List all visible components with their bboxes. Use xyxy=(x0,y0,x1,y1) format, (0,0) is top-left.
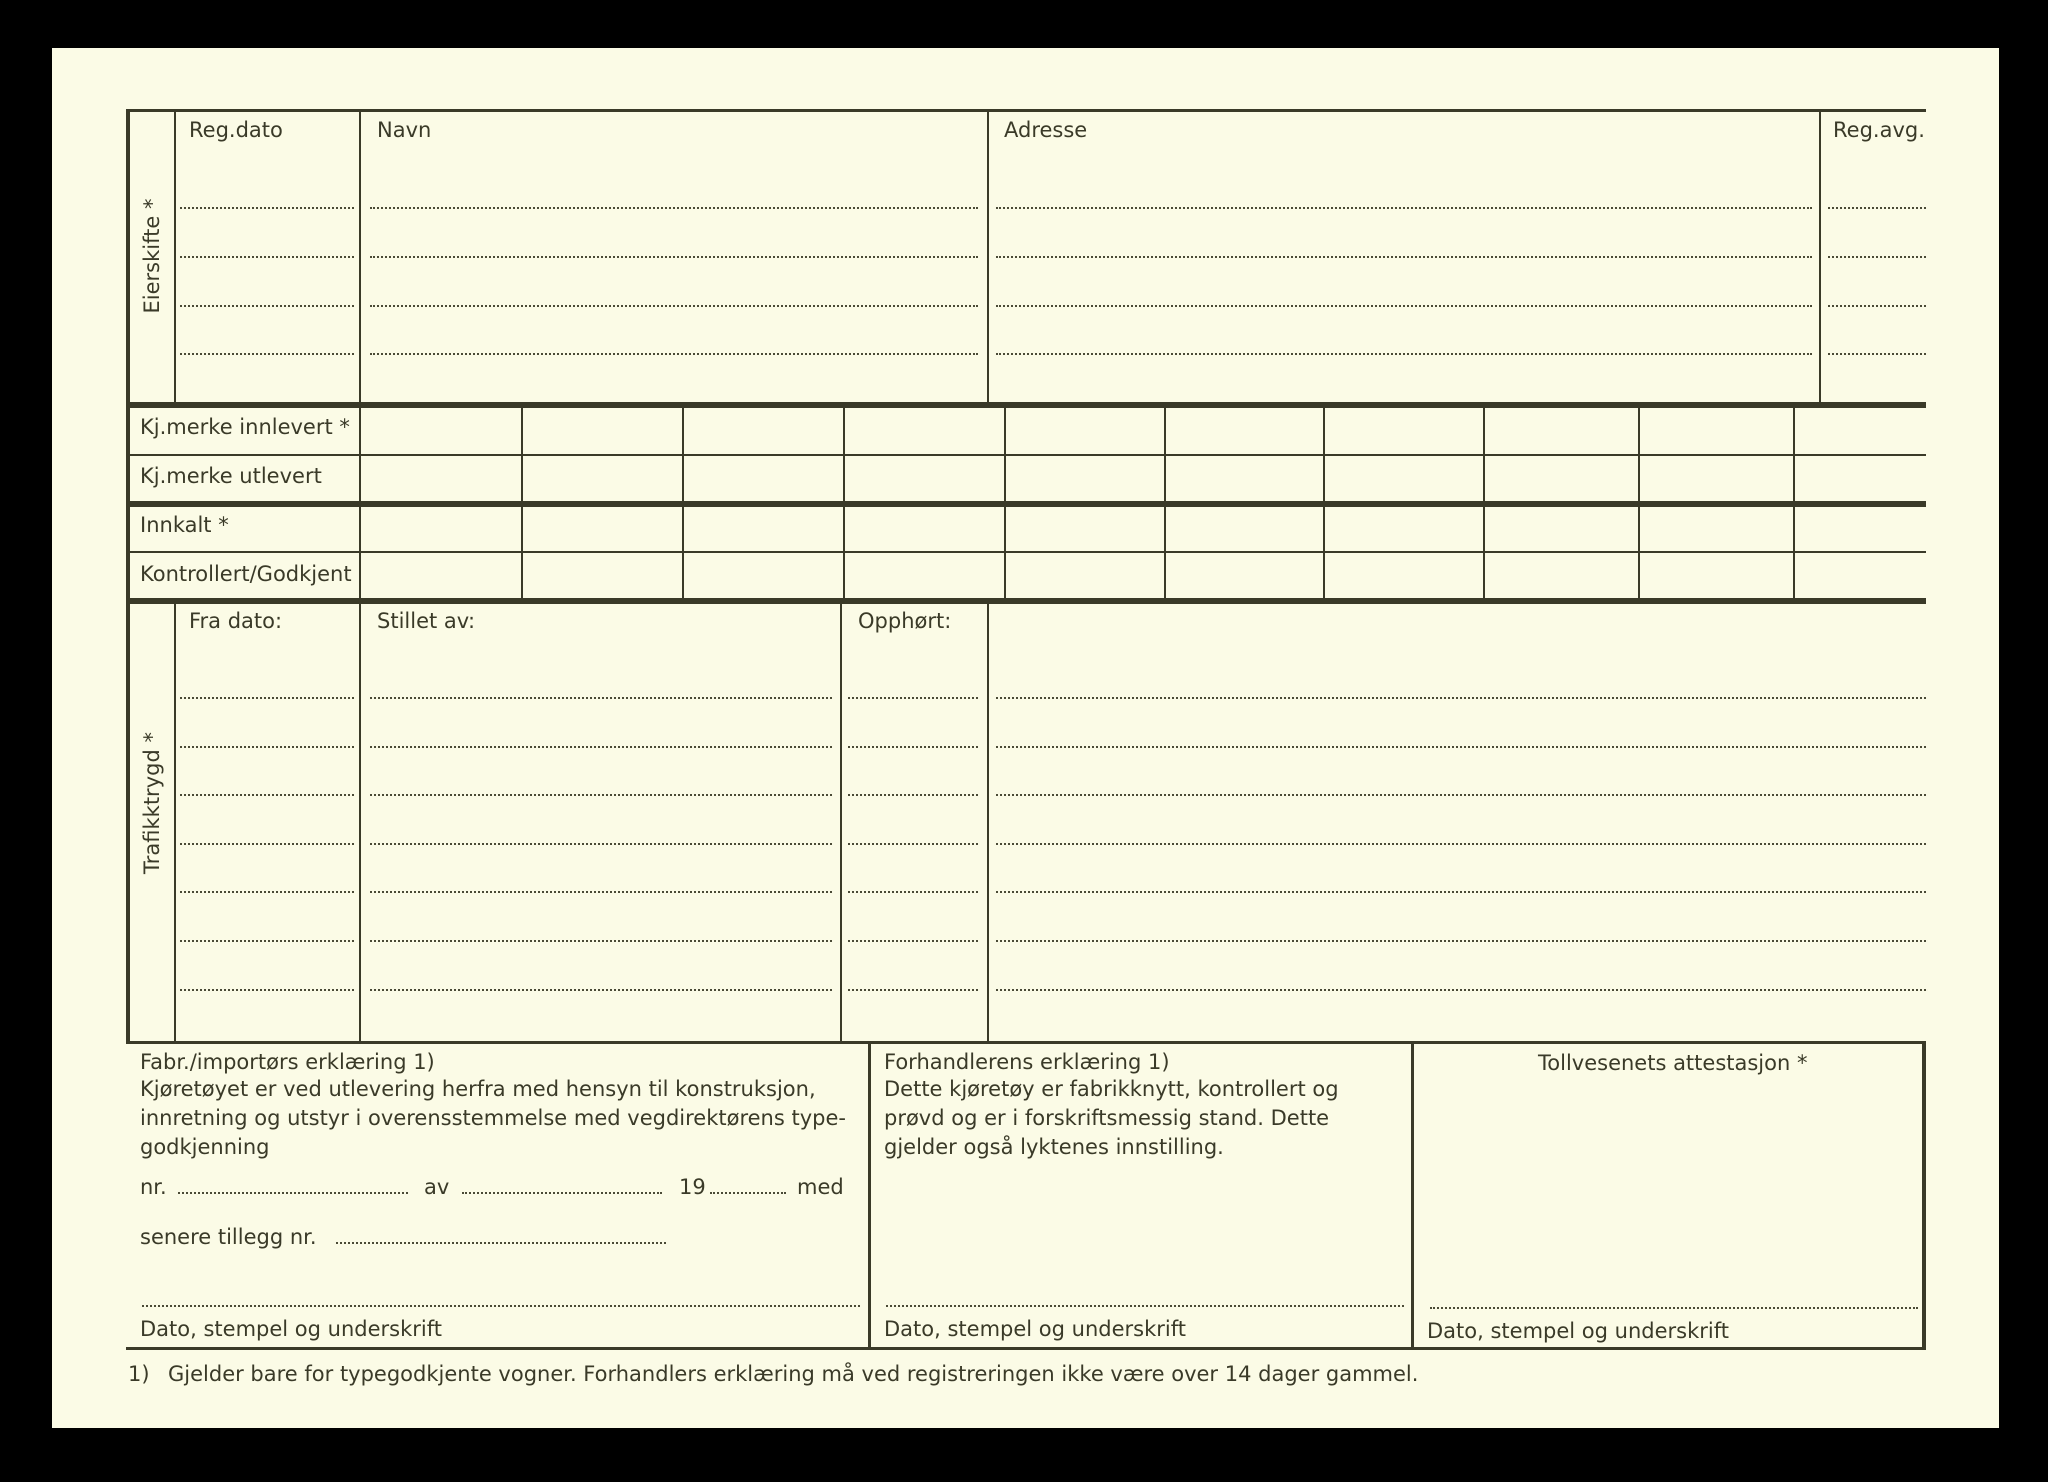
dealer-signature-field[interactable] xyxy=(886,1305,1404,1307)
col-reg-fee: Reg.avg. xyxy=(1833,118,1925,142)
col-name: Navn xyxy=(377,118,432,142)
grid-col-line-5 xyxy=(1004,408,1006,598)
divider-inspection-insurance xyxy=(126,598,1926,604)
ceased-field[interactable] xyxy=(848,940,978,942)
reg-fee-field[interactable] xyxy=(1828,305,1926,307)
insurance-remark-field[interactable] xyxy=(996,794,1926,796)
ceased-field[interactable] xyxy=(848,746,978,748)
manufacturer-title: Fabr./importørs erklæring 1) xyxy=(140,1050,435,1074)
owner-col-line-2 xyxy=(987,112,989,402)
bottom-border xyxy=(126,1347,1926,1350)
owner-col-line-1 xyxy=(359,112,361,402)
grid-col-line-3 xyxy=(682,408,684,598)
insurance-col-line-3 xyxy=(987,604,989,1041)
divider-owner-plates xyxy=(126,402,1926,408)
ceased-field[interactable] xyxy=(848,891,978,893)
grid-col-line-9 xyxy=(1638,408,1640,598)
address-field[interactable] xyxy=(996,353,1812,355)
from-date-field[interactable] xyxy=(180,746,354,748)
grid-col-line-6 xyxy=(1164,408,1166,598)
top-border xyxy=(126,109,1926,112)
owner-col-line-3 xyxy=(1819,112,1821,402)
nr-label: nr. xyxy=(140,1175,167,1199)
customs-title: Tollvesenets attestasjon * xyxy=(1538,1051,1808,1075)
from-date-field[interactable] xyxy=(180,697,354,699)
reg-fee-field[interactable] xyxy=(1828,256,1926,258)
reg-date-field[interactable] xyxy=(180,305,354,307)
from-date-field[interactable] xyxy=(180,989,354,991)
later-addition-label: senere tillegg nr. xyxy=(140,1225,317,1249)
reg-fee-field[interactable] xyxy=(1828,207,1926,209)
divider-insurance-declarations xyxy=(126,1041,1926,1044)
later-addition-field[interactable] xyxy=(336,1242,666,1244)
grid-col-line-2 xyxy=(521,408,523,598)
reg-date-field[interactable] xyxy=(180,353,354,355)
reg-date-field[interactable] xyxy=(180,207,354,209)
reg-date-field[interactable] xyxy=(180,256,354,258)
issued-by-field[interactable] xyxy=(370,940,832,942)
grid-col-line-1 xyxy=(359,408,361,598)
approved-label: Kontrollert/Godkjent xyxy=(140,562,352,586)
insurance-remark-field[interactable] xyxy=(996,989,1926,991)
summoned-label: Innkalt * xyxy=(140,513,229,537)
insurance-remark-field[interactable] xyxy=(996,697,1926,699)
grid-col-line-8 xyxy=(1483,408,1485,598)
issued-by-field[interactable] xyxy=(370,989,832,991)
ceased-field[interactable] xyxy=(848,697,978,699)
customs-signature-field[interactable] xyxy=(1430,1307,1918,1309)
footnote-text: Gjelder bare for typegodkjente vogner. Forhandlers erklæring må ved registreringen ikke være over 14 dager gammel. xyxy=(168,1362,1419,1386)
from-date-field[interactable] xyxy=(180,794,354,796)
name-field[interactable] xyxy=(370,207,978,209)
manufacturer-signature-label: Dato, stempel og underskrift xyxy=(140,1317,442,1341)
insurance-col-line-2 xyxy=(840,604,842,1041)
right-border-customs xyxy=(1922,1044,1926,1349)
year-field[interactable] xyxy=(710,1192,786,1194)
name-field[interactable] xyxy=(370,256,978,258)
issued-by-field[interactable] xyxy=(370,891,832,893)
address-field[interactable] xyxy=(996,256,1812,258)
address-field[interactable] xyxy=(996,207,1812,209)
left-border xyxy=(126,109,130,1044)
row-line-inspection xyxy=(130,551,1926,553)
med-label: med xyxy=(797,1175,844,1199)
dealer-body: Dette kjøretøy er fabrikknytt, kontrollert og prøvd og er i forskriftsmessig stand. Dette gjelder også lyktenes innstilling. xyxy=(884,1077,1339,1159)
issued-by-field[interactable] xyxy=(370,697,832,699)
customs-signature-label: Dato, stempel og underskrift xyxy=(1427,1319,1729,1343)
address-field[interactable] xyxy=(996,305,1812,307)
issued-by-field[interactable] xyxy=(370,794,832,796)
declaration-col-line-1 xyxy=(868,1044,871,1349)
ceased-label: Opphørt: xyxy=(858,609,952,633)
declaration-col-line-2 xyxy=(1411,1044,1414,1349)
insurance-remark-field[interactable] xyxy=(996,940,1926,942)
dealer-signature-label: Dato, stempel og underskrift xyxy=(884,1317,1186,1341)
insurance-col-line-1 xyxy=(359,604,361,1041)
issued-by-label: Stillet av: xyxy=(377,609,476,633)
av-field[interactable] xyxy=(462,1192,662,1194)
plates-delivered-label: Kj.merke innlevert * xyxy=(140,415,350,439)
insurance-side-line xyxy=(174,604,176,1041)
insurance-side-label: Trafikktrygd * xyxy=(140,732,164,874)
col-reg-date: Reg.dato xyxy=(189,118,283,142)
from-date-label: Fra dato: xyxy=(189,609,283,633)
ceased-field[interactable] xyxy=(848,843,978,845)
nr-field[interactable] xyxy=(178,1192,408,1194)
plates-issued-label: Kj.merke utlevert xyxy=(140,464,322,488)
col-address: Adresse xyxy=(1004,118,1088,142)
from-date-field[interactable] xyxy=(180,843,354,845)
issued-by-field[interactable] xyxy=(370,746,832,748)
footnote-marker: 1) xyxy=(128,1362,150,1386)
year-prefix: 19 xyxy=(679,1175,706,1199)
dealer-title: Forhandlerens erklæring 1) xyxy=(884,1050,1170,1074)
insurance-remark-field[interactable] xyxy=(996,891,1926,893)
name-field[interactable] xyxy=(370,305,978,307)
grid-col-line-7 xyxy=(1323,408,1325,598)
name-field[interactable] xyxy=(370,353,978,355)
owner-side-line xyxy=(174,112,176,402)
issued-by-field[interactable] xyxy=(370,843,832,845)
from-date-field[interactable] xyxy=(180,891,354,893)
manufacturer-body: Kjøretøyet er ved utlevering herfra med hensyn til konstruksjon, innretning og utstyr i overensstemmelse med vegdirektørens type- godkjenning xyxy=(140,1077,846,1159)
divider-plates-inspection xyxy=(126,501,1926,507)
grid-col-line-4 xyxy=(843,408,845,598)
ceased-field[interactable] xyxy=(848,794,978,796)
manufacturer-signature-field[interactable] xyxy=(142,1305,860,1307)
insurance-remark-field[interactable] xyxy=(996,843,1926,845)
row-line-plates xyxy=(130,454,1926,456)
from-date-field[interactable] xyxy=(180,940,354,942)
owner-change-side-label: Eierskifte * xyxy=(140,198,164,314)
grid-col-line-10 xyxy=(1793,408,1795,598)
av-label: av xyxy=(424,1175,450,1199)
ceased-field[interactable] xyxy=(848,989,978,991)
reg-fee-field[interactable] xyxy=(1828,353,1926,355)
insurance-remark-field[interactable] xyxy=(996,746,1926,748)
